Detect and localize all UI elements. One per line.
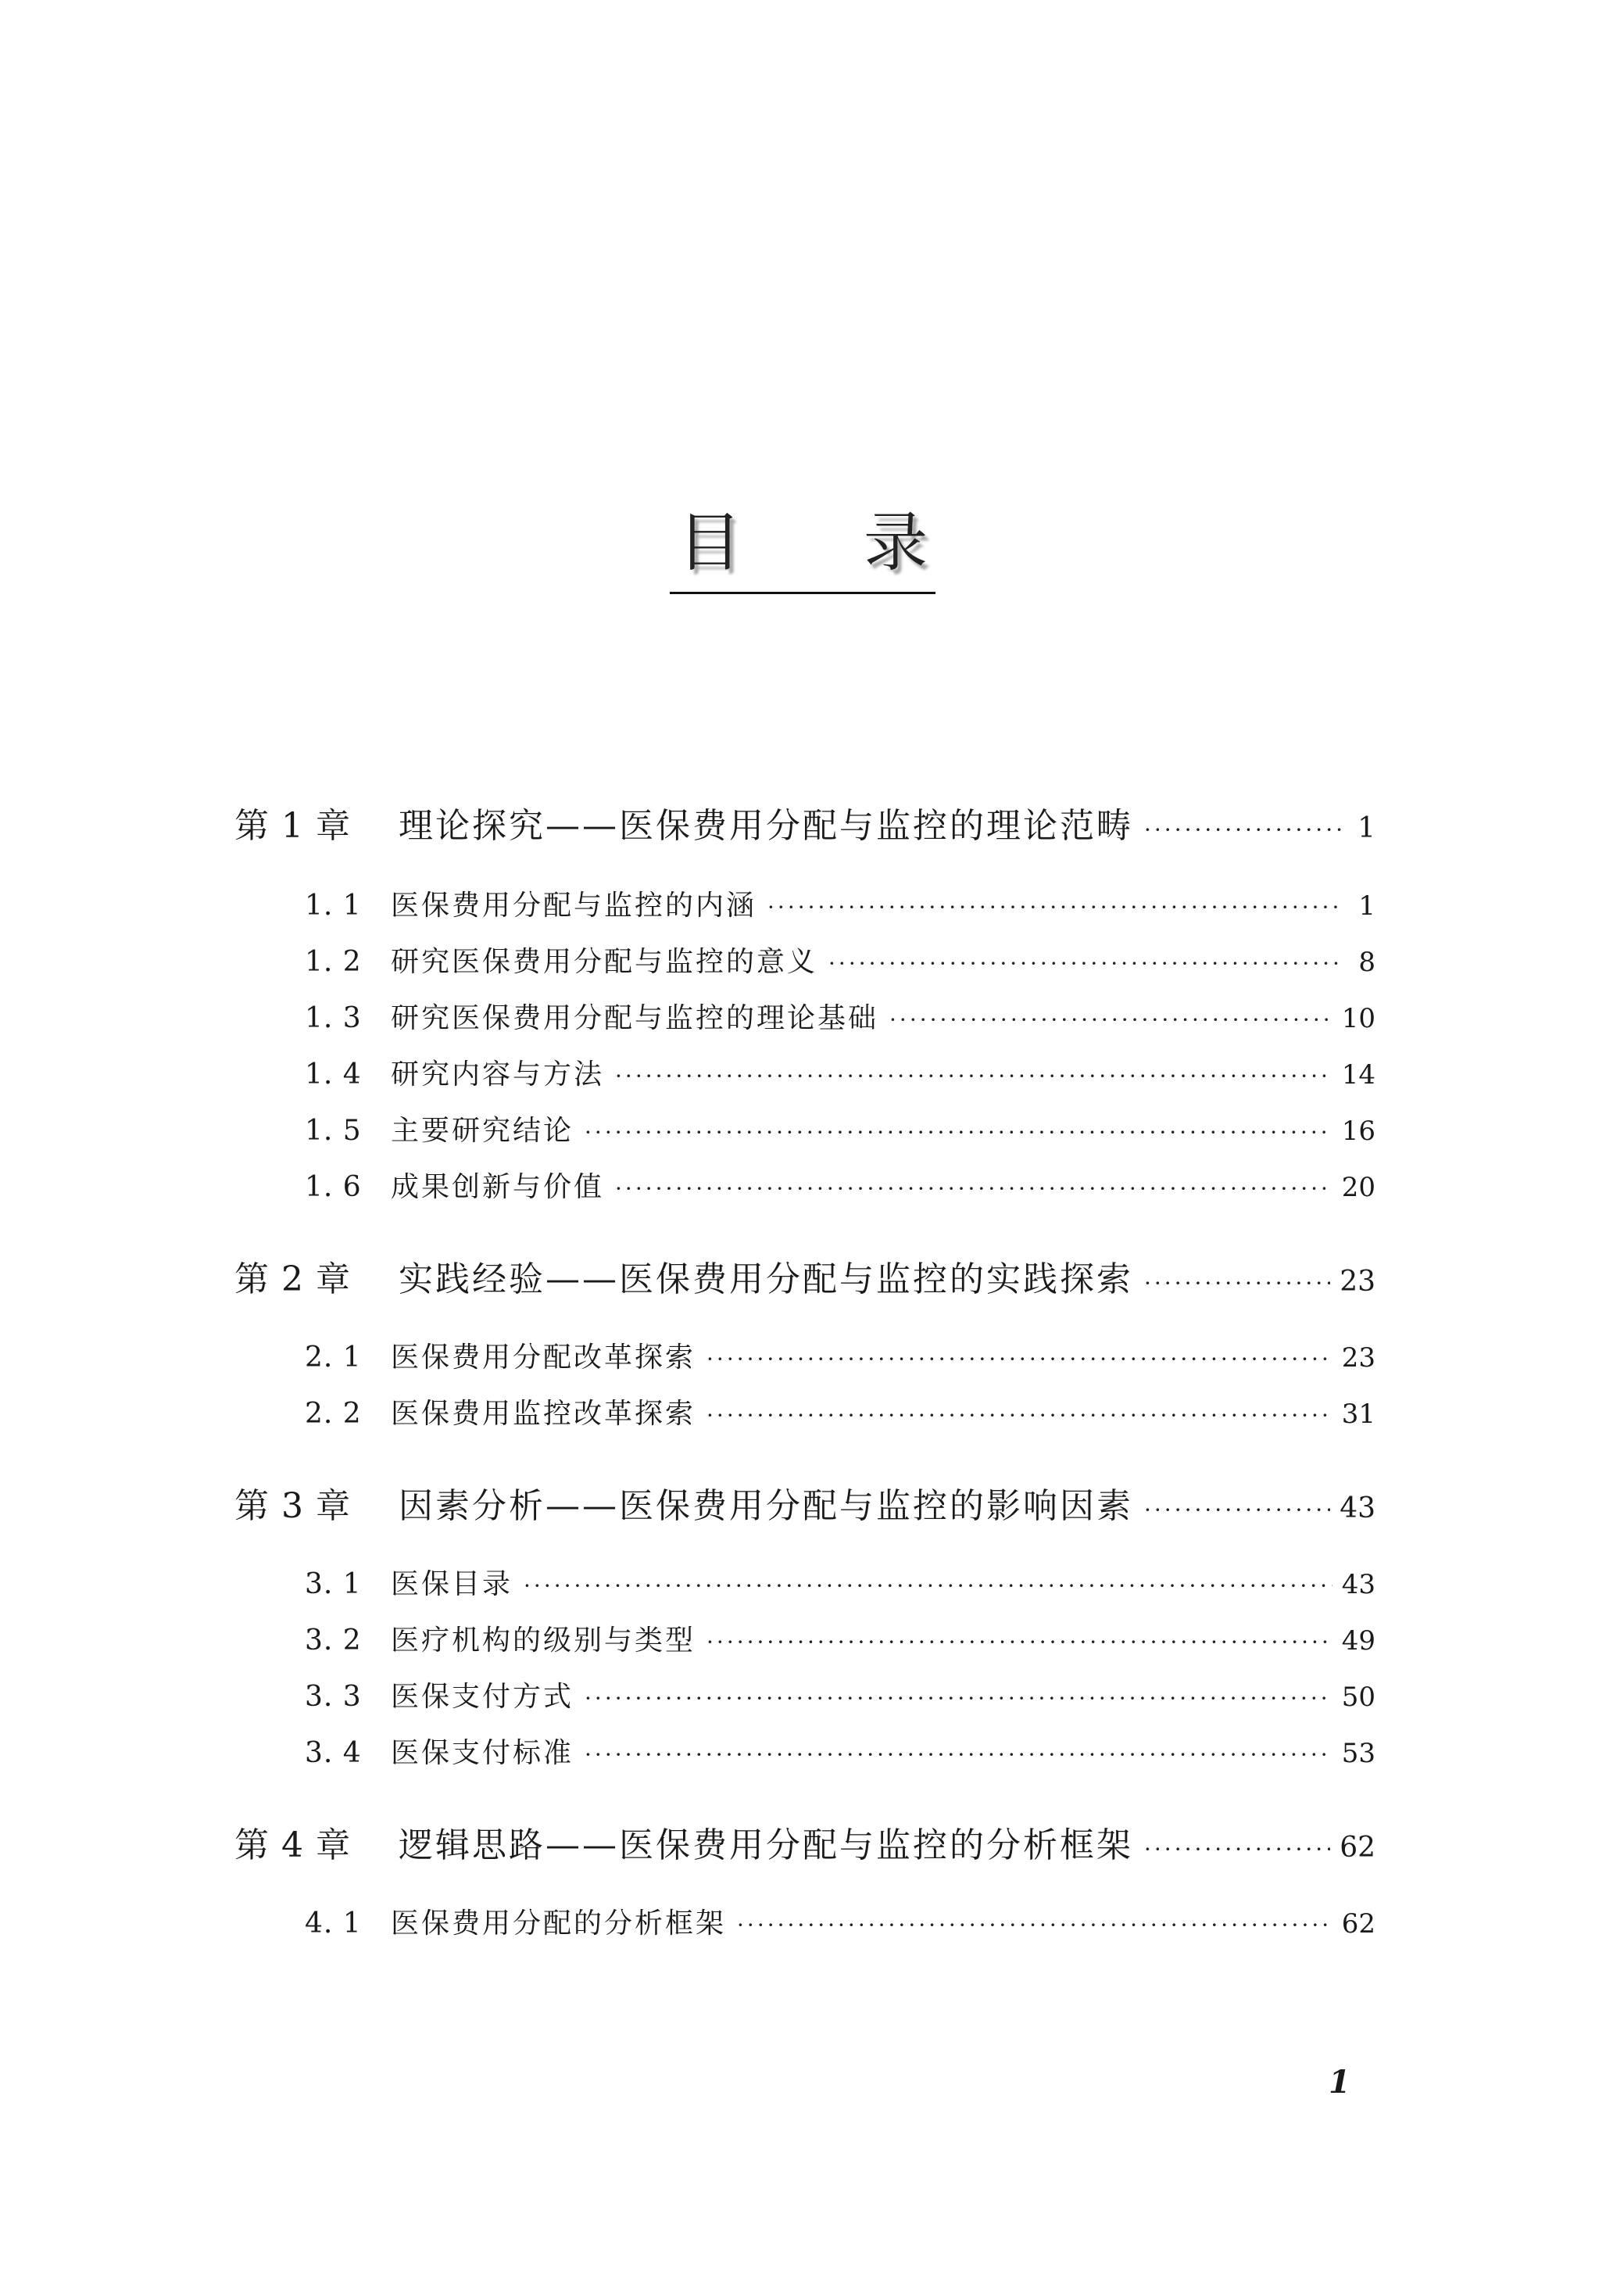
toc-entry-page: 14 xyxy=(1341,1059,1375,1091)
title-char-left: 目 xyxy=(678,506,742,580)
toc-chapter-entry[interactable] xyxy=(234,1478,1375,1528)
toc-entry-number: 1. 5 xyxy=(305,1115,362,1147)
toc-entry-page: 62 xyxy=(1341,1908,1375,1940)
toc-entry-number: 3. 1 xyxy=(305,1568,362,1600)
page-title xyxy=(670,504,935,582)
toc-chapter-entry[interactable] xyxy=(234,797,1375,847)
title-char-right: 录 xyxy=(863,506,928,580)
toc-section-entry[interactable] xyxy=(234,1392,1375,1431)
toc-entry-title: 医保支付标准 xyxy=(391,1737,574,1769)
dot-leader xyxy=(706,1629,1332,1655)
toc-entry-page: 43 xyxy=(1340,1492,1375,1524)
toc-entry-page: 62 xyxy=(1340,1832,1375,1864)
toc-entry-title: 医保费用分配改革探索 xyxy=(391,1341,696,1374)
dot-leader xyxy=(706,1346,1332,1372)
toc-entry-number: 1. 1 xyxy=(305,890,362,922)
toc-entry-page: 23 xyxy=(1341,1342,1375,1374)
toc-entry-page: 20 xyxy=(1341,1172,1375,1203)
dot-leader xyxy=(889,1007,1332,1033)
toc-entry-page: 1 xyxy=(1358,890,1375,922)
toc-chapter-entry[interactable] xyxy=(234,1251,1375,1301)
toc-entry-title: 医保支付方式 xyxy=(391,1681,574,1713)
dot-leader xyxy=(615,1063,1332,1089)
dot-leader xyxy=(585,1742,1332,1768)
toc-entry-title: 实践经验——医保费用分配与监控的实践探索 xyxy=(399,1259,1133,1299)
toc-entry-title: 成果创新与价值 xyxy=(391,1171,605,1203)
toc-entry-title: 医保费用监控改革探索 xyxy=(391,1398,696,1430)
toc-entry-page: 43 xyxy=(1341,1569,1375,1600)
toc-section-entry[interactable] xyxy=(234,940,1375,980)
title-underline xyxy=(670,592,935,594)
toc-entry-number: 2. 1 xyxy=(305,1341,362,1374)
dot-leader xyxy=(585,1685,1332,1711)
toc-section-entry[interactable] xyxy=(234,996,1375,1036)
toc-entry-title: 主要研究结论 xyxy=(391,1115,574,1147)
toc-entry-number: 第 4 章 xyxy=(234,1825,351,1865)
toc-entry-number: 第 1 章 xyxy=(234,806,351,846)
toc-entry-title: 研究医保费用分配与监控的理论基础 xyxy=(391,1002,879,1034)
toc-entry-page: 16 xyxy=(1341,1116,1375,1147)
toc-entry-title: 研究医保费用分配与监控的意义 xyxy=(391,946,818,978)
dot-leader xyxy=(706,1402,1332,1428)
toc-section-entry[interactable] xyxy=(234,1335,1375,1375)
toc-section-entry[interactable] xyxy=(234,883,1375,923)
toc-entry-number: 4. 1 xyxy=(305,1907,362,1940)
toc-entry-title: 医疗机构的级别与类型 xyxy=(391,1624,696,1657)
toc-entry-page: 31 xyxy=(1341,1399,1375,1430)
toc-entry-page: 53 xyxy=(1341,1738,1375,1769)
dot-leader xyxy=(828,951,1343,976)
toc-section-entry[interactable] xyxy=(234,1165,1375,1205)
dot-leader xyxy=(737,1912,1332,1938)
dot-leader xyxy=(524,1573,1332,1599)
toc-entry-number: 第 2 章 xyxy=(234,1259,351,1299)
toc-entry-number: 1. 4 xyxy=(305,1058,362,1091)
toc-entry-page: 10 xyxy=(1341,1003,1375,1034)
toc-entry-page: 8 xyxy=(1358,947,1375,978)
dot-leader xyxy=(1144,817,1343,843)
toc-section-entry[interactable] xyxy=(234,1675,1375,1714)
toc-section-entry[interactable] xyxy=(234,1618,1375,1658)
dot-leader xyxy=(1144,1270,1330,1296)
toc-entry-page: 50 xyxy=(1341,1682,1375,1713)
toc-section-entry[interactable] xyxy=(234,1731,1375,1771)
toc-entry-title: 逻辑思路——医保费用分配与监控的分析框架 xyxy=(399,1825,1133,1865)
toc-entry-number: 2. 2 xyxy=(305,1398,362,1430)
toc-section-entry[interactable] xyxy=(234,1901,1375,1941)
toc-entry-title: 医保目录 xyxy=(391,1568,513,1600)
toc-entry-title: 医保费用分配与监控的内涵 xyxy=(391,890,757,922)
dot-leader xyxy=(585,1119,1332,1145)
toc-section-entry[interactable] xyxy=(234,1052,1375,1092)
toc-entry-number: 3. 4 xyxy=(305,1737,362,1769)
toc-entry-number: 1. 3 xyxy=(305,1002,362,1034)
page-number: 1 xyxy=(1329,2064,1350,2101)
toc-chapter-entry[interactable] xyxy=(234,1817,1375,1867)
toc-entry-number: 3. 2 xyxy=(305,1624,362,1657)
dot-leader xyxy=(1144,1497,1330,1523)
dot-leader xyxy=(767,894,1343,920)
toc-entry-number: 1. 2 xyxy=(305,946,362,978)
toc-entry-page: 49 xyxy=(1341,1625,1375,1657)
toc-entry-number: 1. 6 xyxy=(305,1171,362,1203)
dot-leader xyxy=(615,1176,1332,1202)
toc-heading xyxy=(670,504,935,598)
toc-entry-page: 23 xyxy=(1340,1266,1375,1298)
toc-section-entry[interactable] xyxy=(234,1109,1375,1148)
toc-section-entry[interactable] xyxy=(234,1562,1375,1602)
toc-entry-number: 第 3 章 xyxy=(234,1486,351,1526)
toc-entry-title: 因素分析——医保费用分配与监控的影响因素 xyxy=(399,1486,1133,1526)
toc-entry-title: 研究内容与方法 xyxy=(391,1058,605,1091)
toc-entry-page: 1 xyxy=(1358,812,1375,844)
toc-entry-number: 3. 3 xyxy=(305,1681,362,1713)
dot-leader xyxy=(1144,1836,1330,1862)
toc-entry-title: 理论探究——医保费用分配与监控的理论范畴 xyxy=(399,806,1133,846)
toc-entry-title: 医保费用分配的分析框架 xyxy=(391,1907,727,1940)
